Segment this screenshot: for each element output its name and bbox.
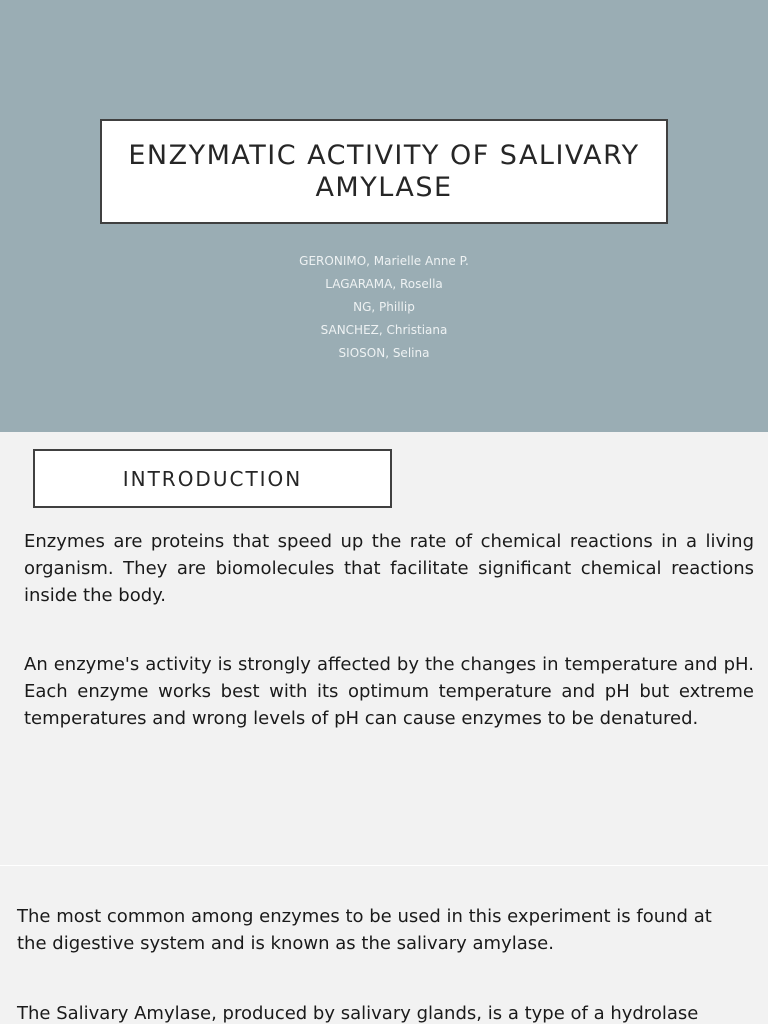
author-list — [0, 250, 768, 365]
amylase-slide — [0, 866, 768, 1024]
author-name: SIOSON, Selina — [338, 346, 430, 360]
body-paragraph: The most common among enzymes to be used in this experiment is found at the digestive system and is known as the salivary amylase. — [17, 906, 712, 954]
author-name: SANCHEZ, Christiana — [320, 323, 448, 337]
author-name: GERONIMO, Marielle Anne P. — [299, 254, 469, 268]
intro-paragraph: Enzymes are proteins that speed up the rate of chemical reactions in a living organism. They are biomolecules that facilitate significant chemical reactions inside the body. — [24, 531, 754, 606]
heading-box — [33, 449, 392, 508]
title-slide — [0, 0, 768, 432]
presentation-title: ENZYMATIC ACTIVITY OF SALIVARY AMYLASE — [128, 139, 640, 203]
title-box — [100, 119, 668, 224]
author-name: NG, Phillip — [353, 300, 415, 314]
section-heading: INTRODUCTION — [122, 466, 303, 491]
body-paragraph: The Salivary Amylase, produced by salivary glands, is a type of a hydrolase — [17, 1003, 699, 1024]
intro-paragraph: An enzyme's activity is strongly affected by the changes in temperature and pH. Each enzyme works best with its optimum temperature and pH but extreme temperatures and wrong levels of pH can cause enzymes to be denatured. — [24, 654, 754, 729]
author-name: LAGARAMA, Rosella — [325, 277, 443, 291]
introduction-slide — [0, 432, 768, 865]
